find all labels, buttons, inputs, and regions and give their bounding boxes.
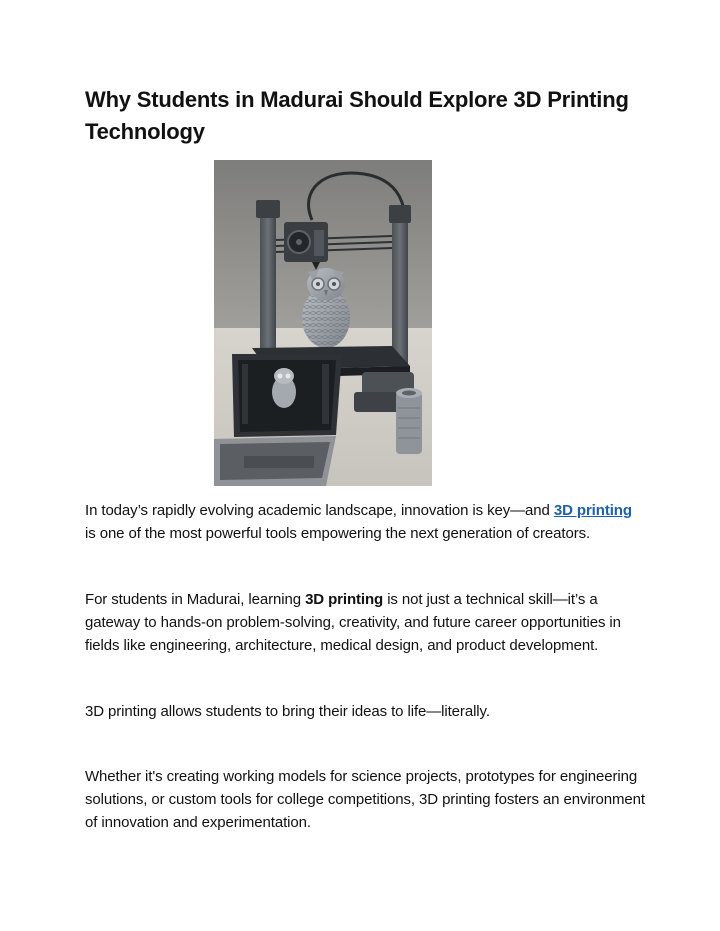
intro-text-end: is one of the most powerful tools empowering the next generation of creators. [85, 525, 591, 542]
ideas-paragraph: 3D printing allows students to bring their ideas to life—literally. [85, 703, 490, 720]
intro-paragraph [85, 499, 645, 545]
students-text-start: For students in Madurai, learning [85, 591, 306, 608]
intro-text-start: In today’s rapidly evolving academic landscape, innovation is key—and [85, 502, 554, 519]
students-paragraph [85, 588, 645, 657]
students-text-end: is not just a technical skill—it’s a gateway to hands-on problem-solving, creativity, and future career opportunities in fields like engineering, architecture, medical design, and product development. [85, 591, 621, 654]
projects-paragraph: Whether it's creating working models for science projects, prototypes for engineering solutions, or custom tools for college competitions, 3D printing fosters an environment of innovation and experimentation. [85, 768, 645, 831]
hero-image-3d-printer [214, 160, 432, 486]
3d-printing-link[interactable]: 3D printing [553, 502, 632, 519]
page-title: Why Students in Madurai Should Explore 3D Printing Technology [85, 87, 629, 144]
3d-printing-bold: 3D printing [305, 591, 384, 608]
